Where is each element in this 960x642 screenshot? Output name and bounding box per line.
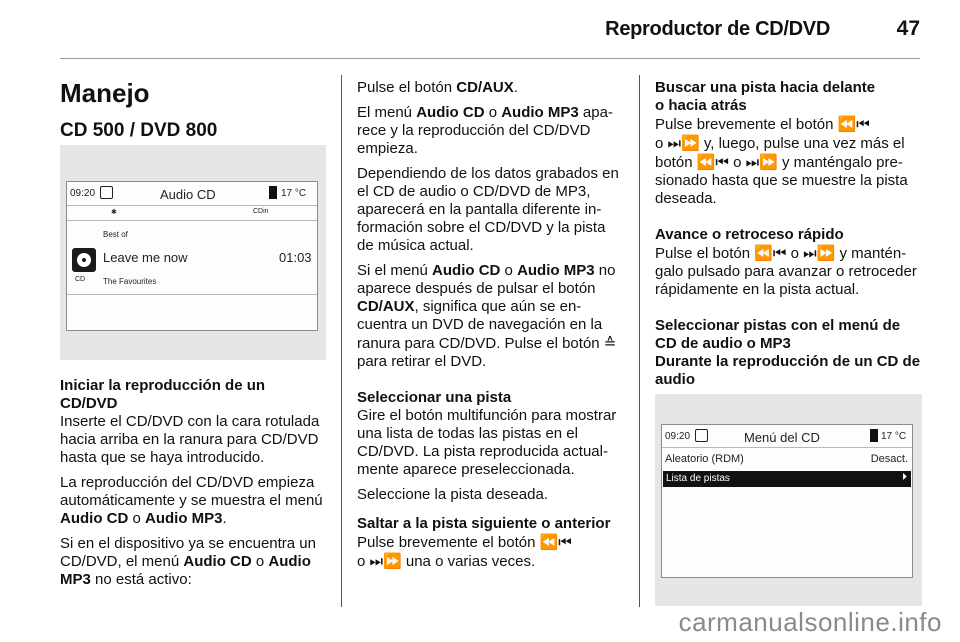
screen-time: 09:20: [70, 188, 96, 199]
header-rule: [60, 58, 920, 59]
previous-track-icon: ⏪⏮: [539, 533, 572, 551]
check-icon: [100, 186, 113, 199]
heading-skip-track: Saltar a la pista siguiente o anterior: [357, 515, 611, 532]
screen-time: 09:20: [665, 431, 691, 442]
paragraph-search: Pulse brevemente el botón ⏪⏮ o ⏭⏩ y, luego, pulse una vez más el botón ⏪⏮ o ⏭⏩ y manténgalo presionado hasta que se muestre la pista deseada.: [655, 115, 908, 207]
chevron-right-icon: ⏵: [902, 472, 907, 483]
heading-fast-forward: Avance o retroceso rápido: [655, 226, 844, 243]
next-track-icon: ⏭⏩: [745, 153, 778, 171]
screen-title: Menú del CD: [744, 430, 820, 445]
paragraph-autostart: La reproducción del CD/DVD empieza automáticamente y se muestra el menú Audio CD o Audio MP3.: [60, 474, 323, 527]
menu-item-random-value: Desact.: [870, 453, 908, 465]
menu-item-track-list-row: [663, 471, 911, 487]
cd-menu-screen-figure: [655, 394, 922, 606]
screen-track: Leave me now: [103, 250, 188, 265]
paragraph-press-cdaux: Pulse el botón CD/AUX.: [357, 79, 518, 96]
thermometer-icon: [269, 186, 277, 199]
heading-search-track: Buscar una pista hacia delante o hacia atrás: [655, 79, 876, 114]
cd-icon: [72, 248, 96, 272]
next-track-icon: ⏭⏩: [369, 552, 402, 570]
page-number: 47: [896, 17, 920, 40]
paragraph-skip: Pulse brevemente el botón ⏪⏮ o ⏭⏩ una o varias veces.: [357, 533, 572, 570]
thermometer-icon: [870, 429, 878, 442]
next-track-icon: ⏭⏩: [667, 134, 700, 152]
heading-select-track: Seleccionar una pista: [357, 389, 512, 406]
heading-start-playback: Iniciar la reproducción de un CD/DVD: [60, 377, 266, 412]
watermark: carmanualsonline.info: [678, 607, 942, 637]
previous-track-icon: ⏪⏮: [754, 244, 787, 262]
previous-track-icon: ⏪⏮: [696, 153, 729, 171]
screen-elapsed: 01:03: [279, 250, 312, 265]
heading-during-playback: Durante la reproducción de un CD de audio: [655, 353, 921, 388]
column-divider-2: [639, 75, 640, 607]
section-title: Manejo: [60, 78, 150, 108]
screen-source: CDin: [253, 208, 269, 215]
paragraph-menu-appears: El menú Audio CD o Audio MP3 aparece y la reproducción del CD/DVD empieza.: [357, 104, 613, 157]
running-header-title: Reproductor de CD/DVD: [605, 18, 830, 40]
column-2-text: [357, 79, 625, 578]
check-icon: [695, 429, 708, 442]
screen-cd-label: CD: [75, 276, 86, 283]
menu-item-random: Aleatorio (RDM): [665, 453, 744, 465]
screen-temp: 17 °C: [281, 188, 307, 199]
eject-icon: ≙: [603, 334, 617, 352]
paragraph-already-inserted: Si en el dispositivo ya se encuentra un CD/DVD, el menú Audio CD o Audio MP3 no está activo:: [60, 535, 316, 588]
paragraph-insert: Inserte el CD/DVD con la cara rotulada hacia arriba en la ranura para CD/DVD hasta que se haya introducido.: [60, 413, 320, 466]
column-3-text: [655, 79, 923, 389]
screen-temp: 17 °C: [881, 431, 907, 442]
bluetooth-icon: ✱: [111, 208, 117, 216]
previous-track-icon: ⏪⏮: [837, 115, 870, 133]
column-divider-1: [341, 75, 342, 607]
screen-album: Best of: [103, 230, 128, 239]
paragraph-fast-forward: Pulse el botón ⏪⏮ o ⏭⏩ y manténgalo pulsado para avanzar o retroceder rápidamente en la pista actual.: [655, 244, 917, 298]
paragraph-rotate-knob: Gire el botón multifunción para mostrar una lista de todas las pistas en el CD/DVD. La pista reproducida actualmente aparece preseleccionada.: [357, 407, 617, 478]
next-track-icon: ⏭⏩: [803, 244, 836, 262]
paragraph-select-desired: Seleccione la pista deseada.: [357, 486, 548, 503]
screen-title: Audio CD: [160, 187, 216, 202]
menu-item-track-list: Lista de pistas: [666, 473, 730, 484]
column-1-text: [60, 377, 326, 596]
section-subtitle: CD 500 / DVD 800: [60, 120, 218, 141]
audio-cd-screen-figure: [60, 145, 326, 360]
heading-menu-select: Seleccionar pistas con el menú de CD de audio o MP3: [655, 317, 901, 352]
paragraph-display-info: Dependiendo de los datos grabados en el CD de audio o CD/DVD de MP3, aparecerá en la pantalla diferente información sobre el CD/DVD y la pista de música actual.: [357, 165, 619, 254]
screen-artist: The Favourites: [103, 277, 157, 286]
audio-cd-screen: [66, 181, 318, 331]
cd-menu-screen: [661, 424, 913, 578]
paragraph-nav-dvd: Si el menú Audio CD o Audio MP3 no aparece después de pulsar el botón CD/AUX, significa que aún se encuentra un DVD de navegación en la ranura para CD/DVD. Pulse el botón ≙ para retirar el DVD.: [357, 262, 617, 370]
